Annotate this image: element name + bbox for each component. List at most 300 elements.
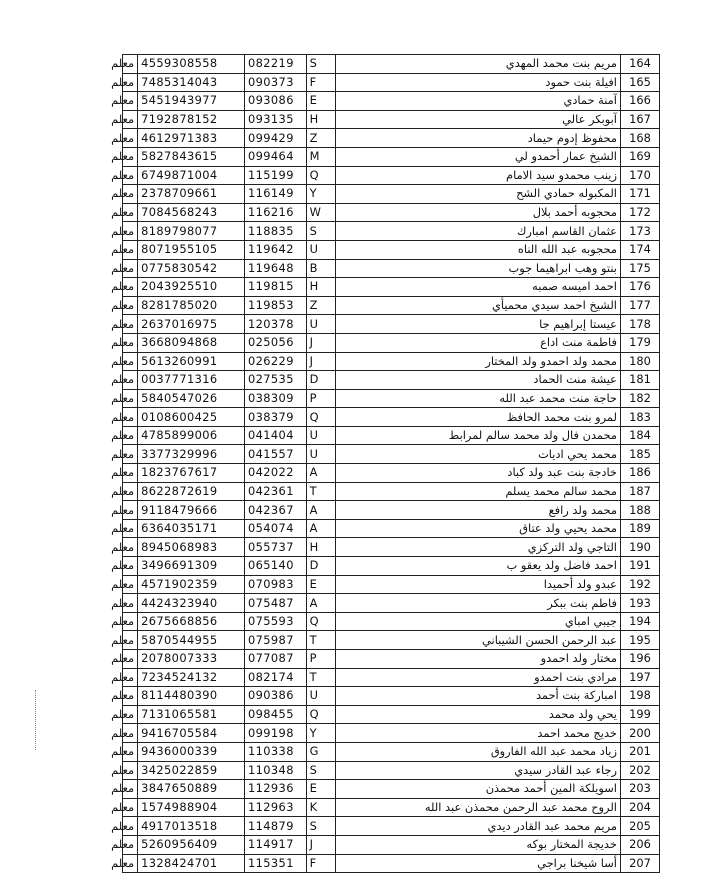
row-number: 204 [620,798,659,817]
row-number: 165 [620,73,659,92]
row-role: معلم [123,129,138,148]
row-phone: 8622872619 [138,482,245,501]
row-role: معلم [123,333,138,352]
row-role: معلم [123,426,138,445]
row-phone: 4424323940 [138,594,245,613]
row-phone: 3847650889 [138,780,245,799]
row-number: 182 [620,389,659,408]
row-name: رجاء عبد القادر سيدي [335,761,620,780]
row-phone: 1574988904 [138,798,245,817]
row-role: معلم [123,259,138,278]
row-phone: 3425022859 [138,761,245,780]
row-phone: 8114480390 [138,687,245,706]
row-name: يحي ولد محمد [335,705,620,724]
row-letter: B [306,259,335,278]
row-name: خادجة بنت عبد ولد كباد [335,464,620,483]
row-code: 110348 [244,761,306,780]
row-letter: Y [306,724,335,743]
row-number: 199 [620,705,659,724]
row-letter: D [306,371,335,390]
row-name: فاطمة منت اداع [335,333,620,352]
table-row [123,426,660,445]
row-number: 175 [620,259,659,278]
row-letter: H [306,538,335,557]
row-code: 115199 [244,166,306,185]
table-row [123,203,660,222]
row-code: 075593 [244,612,306,631]
row-number: 176 [620,278,659,297]
row-letter: F [306,73,335,92]
row-name: مختار ولد احمدو [335,650,620,669]
table-row [123,315,660,334]
row-code: 119648 [244,259,306,278]
table-row [123,594,660,613]
table-row [123,835,660,854]
row-role: معلم [123,203,138,222]
row-number: 203 [620,780,659,799]
table-row [123,687,660,706]
row-role: معلم [123,761,138,780]
row-name: جيبي امباي [335,612,620,631]
row-name: محجوبه أحمد بلال [335,203,620,222]
table-row [123,724,660,743]
table-row [123,668,660,687]
row-number: 192 [620,575,659,594]
row-code: 099429 [244,129,306,148]
table-row [123,92,660,111]
row-code: 118835 [244,222,306,241]
row-role: معلم [123,315,138,334]
row-role: معلم [123,92,138,111]
row-code: 041404 [244,426,306,445]
table-row [123,650,660,669]
row-code: 038379 [244,408,306,427]
row-role: معلم [123,110,138,129]
row-letter: E [306,575,335,594]
row-number: 170 [620,166,659,185]
row-letter: K [306,798,335,817]
row-phone: 2043925510 [138,278,245,297]
row-phone: 2378709661 [138,185,245,204]
row-name: عبدو ولد أحميدا [335,575,620,594]
row-role: معلم [123,798,138,817]
row-code: 042367 [244,501,306,520]
row-letter: J [306,352,335,371]
row-code: 099198 [244,724,306,743]
row-name: عثمان القاسم امبارك [335,222,620,241]
row-number: 185 [620,445,659,464]
row-name: الشيخ عمار أحمدو لي [335,147,620,166]
row-name: أسا شيخنا براجي [335,854,620,873]
row-name: احمد اميسه صمبه [335,278,620,297]
row-number: 200 [620,724,659,743]
row-name: مريم محمد عبد القادر ديدي [335,817,620,836]
row-number: 177 [620,296,659,315]
row-number: 190 [620,538,659,557]
row-number: 193 [620,594,659,613]
table-row [123,166,660,185]
row-phone: 3377329996 [138,445,245,464]
table-row [123,352,660,371]
row-letter: S [306,55,335,74]
row-role: معلم [123,817,138,836]
row-name: اسويلكة المين أحمد محمذن [335,780,620,799]
row-letter: Z [306,296,335,315]
table-row [123,538,660,557]
row-role: معلم [123,55,138,74]
row-role: معلم [123,73,138,92]
row-name: عيشة منت الحماد [335,371,620,390]
row-name: خديج محمد احمد [335,724,620,743]
row-number: 202 [620,761,659,780]
table-row [123,557,660,576]
row-phone: 4612971383 [138,129,245,148]
row-code: 119853 [244,296,306,315]
row-phone: 1823767617 [138,464,245,483]
table-row [123,705,660,724]
row-letter: E [306,92,335,111]
row-letter: U [306,426,335,445]
row-letter: Q [306,705,335,724]
row-letter: G [306,742,335,761]
row-number: 181 [620,371,659,390]
row-letter: A [306,519,335,538]
row-letter: A [306,594,335,613]
row-name: الروح محمد عبد الرحمن محمذن عبد الله [335,798,620,817]
row-number: 164 [620,55,659,74]
row-role: معلم [123,371,138,390]
table-row [123,371,660,390]
row-name: المكبوله حمادي الشح [335,185,620,204]
row-letter: T [306,631,335,650]
row-number: 167 [620,110,659,129]
row-code: 120378 [244,315,306,334]
row-code: 075987 [244,631,306,650]
row-letter: F [306,854,335,873]
row-phone: 9118479666 [138,501,245,520]
row-name: فاطم بنت ببكر [335,594,620,613]
row-phone: 5613260991 [138,352,245,371]
row-letter: Q [306,612,335,631]
row-phone: 6749871004 [138,166,245,185]
row-code: 116216 [244,203,306,222]
row-role: معلم [123,408,138,427]
row-number: 188 [620,501,659,520]
row-letter: Q [306,408,335,427]
row-name: لمرو بنت محمد الحافظ [335,408,620,427]
row-phone: 7234524132 [138,668,245,687]
table-row [123,817,660,836]
row-role: معلم [123,538,138,557]
row-code: 090386 [244,687,306,706]
row-code: 075487 [244,594,306,613]
row-role: معلم [123,705,138,724]
row-role: معلم [123,668,138,687]
row-phone: 6364035171 [138,519,245,538]
row-name: عبد الرحمن الحسن الشيباني [335,631,620,650]
row-letter: A [306,464,335,483]
row-phone: 9416705584 [138,724,245,743]
row-phone: 4785899006 [138,426,245,445]
row-code: 042361 [244,482,306,501]
row-phone: 7192878152 [138,110,245,129]
row-letter: J [306,835,335,854]
row-name: احمد فاضل ولد يعقو ب [335,557,620,576]
row-code: 119815 [244,278,306,297]
row-name: مريم بنت محمد المهدي [335,55,620,74]
row-number: 172 [620,203,659,222]
row-code: 054074 [244,519,306,538]
row-letter: S [306,761,335,780]
row-name: محمد سالم محمد يسلم [335,482,620,501]
row-number: 186 [620,464,659,483]
table-row [123,222,660,241]
table-row [123,445,660,464]
row-role: معلم [123,166,138,185]
row-letter: Y [306,185,335,204]
row-name: محمد يحي اديات [335,445,620,464]
row-number: 179 [620,333,659,352]
row-phone: 0108600425 [138,408,245,427]
row-role: معلم [123,742,138,761]
row-name: آمنة حمادي [335,92,620,111]
row-code: 025056 [244,333,306,352]
table-row [123,742,660,761]
table-row [123,110,660,129]
row-phone: 3496691309 [138,557,245,576]
row-number: 183 [620,408,659,427]
row-name: محمدن فال ولد محمد سالم لمرابط [335,426,620,445]
row-number: 169 [620,147,659,166]
row-phone: 0037771316 [138,371,245,390]
row-name: محمد ولد رافع [335,501,620,520]
row-phone: 8071955105 [138,240,245,259]
row-letter: P [306,650,335,669]
table-row [123,464,660,483]
row-number: 180 [620,352,659,371]
row-role: معلم [123,854,138,873]
row-phone: 5840547026 [138,389,245,408]
table-row [123,129,660,148]
teacher-roster-table [111,54,660,873]
row-role: معلم [123,389,138,408]
row-role: معلم [123,222,138,241]
row-phone: 8281785020 [138,296,245,315]
row-code: 082174 [244,668,306,687]
row-name: الشيخ احمد سيدي محميأي [335,296,620,315]
row-name: محمد يحيي ولد عتاق [335,519,620,538]
row-name: امباركة بنت أحمد [335,687,620,706]
row-role: معلم [123,594,138,613]
row-code: 026229 [244,352,306,371]
row-phone: 9436000339 [138,742,245,761]
scan-edge-shadow [34,690,36,750]
row-code: 115351 [244,854,306,873]
row-code: 065140 [244,557,306,576]
row-letter: M [306,147,335,166]
row-role: معلم [123,519,138,538]
row-code: 093086 [244,92,306,111]
row-number: 194 [620,612,659,631]
row-phone: 5451943977 [138,92,245,111]
row-phone: 7084568243 [138,203,245,222]
row-role: معلم [123,575,138,594]
row-number: 178 [620,315,659,334]
row-phone: 4571902359 [138,575,245,594]
row-letter: P [306,389,335,408]
row-phone: 8189798077 [138,222,245,241]
row-role: معلم [123,687,138,706]
row-role: معلم [123,147,138,166]
table-row [123,278,660,297]
row-name: حاجة منت محمد عبد الله [335,389,620,408]
row-letter: Z [306,129,335,148]
table-row [123,501,660,520]
row-name: التاجي ولد التركزي [335,538,620,557]
row-phone: 7131065581 [138,705,245,724]
row-code: 116149 [244,185,306,204]
row-name: محفوظ إدوم حيماد [335,129,620,148]
row-letter: U [306,315,335,334]
row-code: 038309 [244,389,306,408]
row-number: 201 [620,742,659,761]
row-letter: D [306,557,335,576]
table-row [123,798,660,817]
row-role: معلم [123,501,138,520]
row-number: 168 [620,129,659,148]
table-row [123,575,660,594]
table-row [123,761,660,780]
row-code: 110338 [244,742,306,761]
row-letter: U [306,445,335,464]
row-phone: 2078007333 [138,650,245,669]
row-code: 082219 [244,55,306,74]
table-row [123,408,660,427]
row-name: آبوبكر عالي [335,110,620,129]
table-row [123,519,660,538]
row-phone: 2637016975 [138,315,245,334]
row-phone: 3668094868 [138,333,245,352]
row-letter: H [306,278,335,297]
row-letter: S [306,817,335,836]
row-role: معلم [123,650,138,669]
row-number: 174 [620,240,659,259]
row-number: 187 [620,482,659,501]
row-code: 112936 [244,780,306,799]
row-role: معلم [123,835,138,854]
row-letter: U [306,240,335,259]
row-role: معلم [123,296,138,315]
row-name: مرادي بنت احمدو [335,668,620,687]
row-phone: 4559308558 [138,55,245,74]
row-code: 041557 [244,445,306,464]
row-letter: T [306,668,335,687]
row-letter: Q [306,166,335,185]
row-role: معلم [123,352,138,371]
row-code: 042022 [244,464,306,483]
row-role: معلم [123,631,138,650]
row-number: 207 [620,854,659,873]
row-number: 196 [620,650,659,669]
row-name: زينب محمدو سيد الامام [335,166,620,185]
row-phone: 5827843615 [138,147,245,166]
row-letter: W [306,203,335,222]
table-row [123,482,660,501]
row-phone: 5260956409 [138,835,245,854]
table-row [123,854,660,873]
row-letter: A [306,501,335,520]
row-code: 093135 [244,110,306,129]
row-number: 166 [620,92,659,111]
row-number: 195 [620,631,659,650]
row-role: معلم [123,482,138,501]
row-role: معلم [123,612,138,631]
row-phone: 0775830542 [138,259,245,278]
table-row [123,73,660,92]
row-role: معلم [123,240,138,259]
row-letter: E [306,780,335,799]
row-phone: 2675668856 [138,612,245,631]
row-code: 077087 [244,650,306,669]
row-name: عيستا إبراهيم جا [335,315,620,334]
roster-body [111,55,660,873]
table-row [123,296,660,315]
row-role: معلم [123,464,138,483]
row-phone: 8945068983 [138,538,245,557]
row-phone: 1328424701 [138,854,245,873]
table-row [123,780,660,799]
table-row [123,333,660,352]
row-name: محمد ولد احمدو ولد المختار [335,352,620,371]
row-name: زياد محمد عبد الله الفاروق [335,742,620,761]
row-name: افيلة بنت حمود [335,73,620,92]
row-number: 173 [620,222,659,241]
row-number: 198 [620,687,659,706]
row-name: خديجة المختار بوكه [335,835,620,854]
row-role: معلم [123,780,138,799]
row-code: 119642 [244,240,306,259]
row-letter: S [306,222,335,241]
row-role: معلم [123,724,138,743]
table-row [123,612,660,631]
row-number: 197 [620,668,659,687]
table-row [123,631,660,650]
row-letter: T [306,482,335,501]
row-letter: H [306,110,335,129]
row-role: معلم [123,278,138,297]
row-code: 114917 [244,835,306,854]
row-code: 098455 [244,705,306,724]
row-code: 099464 [244,147,306,166]
row-letter: U [306,687,335,706]
row-number: 171 [620,185,659,204]
row-name: بنتو وهب ابراهيما جوب [335,259,620,278]
row-number: 205 [620,817,659,836]
table-row [123,240,660,259]
row-number: 206 [620,835,659,854]
row-number: 191 [620,557,659,576]
row-number: 184 [620,426,659,445]
table-row [123,259,660,278]
row-name: محجوبه عبد الله الناه [335,240,620,259]
row-role: معلم [123,445,138,464]
table-row [123,55,660,74]
row-code: 027535 [244,371,306,390]
row-code: 055737 [244,538,306,557]
row-role: معلم [123,185,138,204]
row-letter: J [306,333,335,352]
row-phone: 4917013518 [138,817,245,836]
